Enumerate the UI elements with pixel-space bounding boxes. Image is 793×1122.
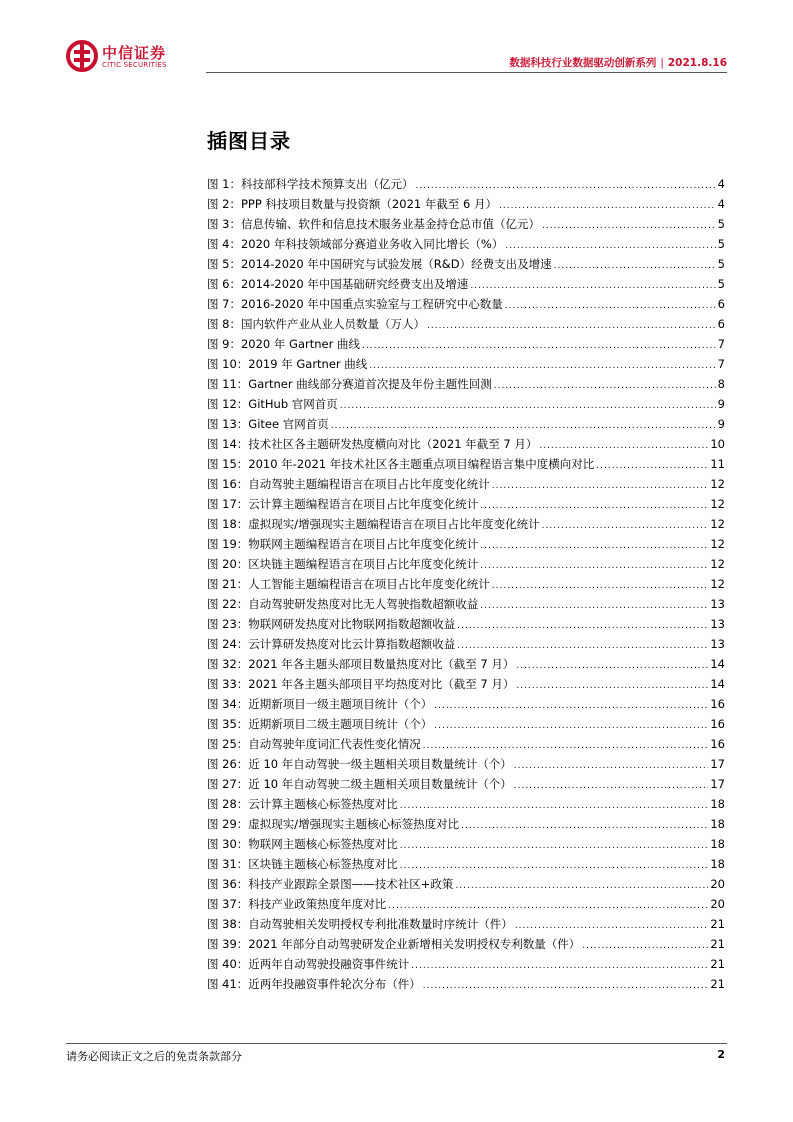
toc-entry[interactable]: [207, 416, 725, 436]
toc-dot-leader: [499, 201, 716, 211]
toc-dot-leader: [415, 181, 715, 191]
toc-dot-leader: [542, 521, 709, 531]
toc-dot-leader: [542, 221, 716, 231]
toc-entry-label: 图 39：2021 年部分自动驾驶研发企业新增相关发明授权专利数量（件）: [207, 937, 581, 951]
toc-entry[interactable]: [207, 876, 725, 896]
toc-dot-leader: [457, 621, 708, 631]
toc-entry-label: 图 30：物联网主题核心标签热度对比: [207, 837, 398, 851]
toc-entry[interactable]: [207, 756, 725, 776]
toc-entry[interactable]: [207, 736, 725, 756]
toc-dot-leader: [480, 601, 708, 611]
toc-entry-label: 图 25：自动驾驶年度词汇代表性变化情况: [207, 737, 421, 751]
toc-entry[interactable]: [207, 276, 725, 296]
toc-entry[interactable]: [207, 696, 725, 716]
toc-entry-label: 图 27：近 10 年自动驾驶二级主题相关项目数量统计（个）: [207, 777, 512, 791]
toc-dot-leader: [514, 781, 709, 791]
toc-entry-page: 12: [710, 517, 725, 531]
toc-entry-label: 图 37：科技产业政策热度年度对比: [207, 897, 387, 911]
toc-dot-leader: [516, 661, 708, 671]
toc-entry-page: 12: [710, 577, 725, 591]
logo-english-name: CITIC SECURITIES: [102, 61, 167, 69]
toc-entry[interactable]: [207, 176, 725, 196]
toc-entry-page: 12: [710, 477, 725, 491]
toc-entry-page: 8: [717, 377, 725, 391]
toc-entry-label: 图 36：科技产业跟踪全景图——技术社区+政策: [207, 877, 454, 891]
toc-entry[interactable]: [207, 336, 725, 356]
toc-dot-leader: [362, 341, 716, 351]
toc-entry[interactable]: [207, 656, 725, 676]
toc-entry[interactable]: [207, 676, 725, 696]
toc-entry[interactable]: [207, 456, 725, 476]
toc-entry-page: 12: [710, 537, 725, 551]
toc-entry-page: 5: [717, 277, 725, 291]
toc-entry-page: 16: [710, 697, 725, 711]
citic-logo: [66, 40, 176, 74]
toc-entry-page: 17: [710, 757, 725, 771]
toc-entry-page: 5: [717, 217, 725, 231]
toc-entry[interactable]: [207, 956, 725, 976]
toc-entry[interactable]: [207, 896, 725, 916]
toc-entry[interactable]: [207, 256, 725, 276]
toc-entry-page: 12: [710, 497, 725, 511]
toc-entry[interactable]: [207, 816, 725, 836]
toc-entry-page: 7: [717, 337, 725, 351]
toc-entry-label: 图 12：GitHub 官网首页: [207, 397, 338, 411]
toc-dot-leader: [494, 381, 716, 391]
toc-entry[interactable]: [207, 596, 725, 616]
toc-entry[interactable]: [207, 316, 725, 336]
toc-dot-leader: [400, 861, 709, 871]
toc-entry-page: 13: [710, 637, 725, 651]
toc-entry-label: 图 38：自动驾驶相关发明授权专利批准数量时序统计（件）: [207, 917, 513, 931]
toc-entry[interactable]: [207, 196, 725, 216]
toc-entry-label: 图 5：2014-2020 年中国研究与试验发展（R&D）经费支出及增速: [207, 257, 552, 271]
toc-entry[interactable]: [207, 496, 725, 516]
toc-entry-page: 5: [717, 257, 725, 271]
toc-dot-leader: [400, 801, 709, 811]
toc-entry-page: 21: [710, 937, 725, 951]
toc-entry[interactable]: [207, 636, 725, 656]
toc-entry-page: 6: [717, 317, 725, 331]
toc-dot-leader: [505, 241, 715, 251]
toc-dot-leader: [582, 941, 708, 951]
toc-entry-label: 图 17：云计算主题编程语言在项目占比年度变化统计: [207, 497, 479, 511]
toc-dot-leader: [480, 501, 708, 511]
toc-dot-leader: [331, 421, 716, 431]
toc-entry[interactable]: [207, 536, 725, 556]
toc-entry[interactable]: [207, 936, 725, 956]
toc-entry-page: 7: [717, 357, 725, 371]
toc-entry[interactable]: [207, 796, 725, 816]
toc-dot-leader: [400, 841, 709, 851]
toc-entry-label: 图 20：区块链主题编程语言在项目占比年度变化统计: [207, 557, 479, 571]
toc-entry-label: 图 41：近两年投融资事件轮次分布（件）: [207, 977, 421, 991]
toc-entry-label: 图 8：国内软件产业从业人员数量（万人）: [207, 317, 425, 331]
toc-entry-page: 16: [710, 717, 725, 731]
toc-entry-page: 9: [717, 397, 725, 411]
figure-toc-list: [207, 176, 725, 996]
toc-dot-leader: [480, 561, 708, 571]
toc-dot-leader: [434, 701, 708, 711]
toc-dot-leader: [492, 481, 709, 491]
toc-entry-label: 图 22：自动驾驶研发热度对比无人驾驶指数超额收益: [207, 597, 479, 611]
toc-entry-page: 18: [710, 817, 725, 831]
report-header: [509, 55, 727, 70]
toc-dot-leader: [457, 641, 708, 651]
toc-entry[interactable]: [207, 436, 725, 456]
toc-entry[interactable]: [207, 716, 725, 736]
toc-entry-page: 21: [710, 917, 725, 931]
toc-entry[interactable]: [207, 236, 725, 256]
toc-dot-leader: [427, 321, 716, 331]
toc-entry-label: 图 4：2020 年科技领域部分赛道业务收入同比增长（%）: [207, 237, 504, 251]
toc-entry[interactable]: [207, 916, 725, 936]
toc-entry-label: 图 24：云计算研发热度对比云计算指数超额收益: [207, 637, 456, 651]
toc-dot-leader: [455, 881, 708, 891]
toc-entry-label: 图 1：科技部科学技术预算支出（亿元）: [207, 177, 414, 191]
toc-dot-leader: [388, 901, 708, 911]
toc-entry[interactable]: [207, 776, 725, 796]
footer-divider: [66, 1043, 727, 1044]
toc-dot-leader: [423, 981, 709, 991]
toc-entry-label: 图 28：云计算主题核心标签热度对比: [207, 797, 398, 811]
toc-entry-label: 图 3：信息传输、软件和信息技术服务业基金持仓总市值（亿元）: [207, 217, 540, 231]
toc-dot-leader: [480, 541, 708, 551]
toc-entry-page: 4: [717, 197, 725, 211]
toc-entry-label: 图 31：区块链主题核心标签热度对比: [207, 857, 398, 871]
toc-entry-label: 图 29：虚拟现实/增强现实主题核心标签热度对比: [207, 817, 460, 831]
toc-dot-leader: [554, 261, 716, 271]
toc-dot-leader: [514, 761, 709, 771]
toc-dot-leader: [369, 361, 715, 371]
toc-entry-label: 图 6：2014-2020 年中国基础研究经费支出及增速: [207, 277, 469, 291]
toc-entry-label: 图 15：2010 年-2021 年技术社区各主题重点项目编程语言集中度横向对比: [207, 457, 595, 471]
toc-entry-page: 21: [710, 977, 725, 991]
toc-entry-page: 20: [710, 897, 725, 911]
toc-entry-label: 图 40：近两年自动驾驶投融资事件统计: [207, 957, 410, 971]
toc-dot-leader: [434, 721, 708, 731]
toc-entry-page: 13: [710, 597, 725, 611]
toc-entry[interactable]: [207, 976, 725, 996]
toc-entry-label: 图 32：2021 年各主题头部项目数量热度对比（截至 7 月）: [207, 657, 515, 671]
toc-entry[interactable]: [207, 376, 725, 396]
toc-entry-label: 图 7：2016-2020 年中国重点实验室与工程研究中心数量: [207, 297, 503, 311]
toc-entry-label: 图 23：物联网研发热度对比物联网指数超额收益: [207, 617, 456, 631]
toc-entry-label: 图 34：近期新项目一级主题项目统计（个）: [207, 697, 433, 711]
toc-entry[interactable]: [207, 396, 725, 416]
toc-dot-leader: [423, 741, 709, 751]
citic-logo-icon: [66, 40, 98, 72]
toc-dot-leader: [516, 681, 708, 691]
toc-entry-label: 图 9：2020 年 Gartner 曲线: [207, 337, 360, 351]
toc-dot-leader: [515, 921, 709, 931]
toc-entry[interactable]: [207, 556, 725, 576]
toc-dot-leader: [505, 301, 716, 311]
report-series: 数据科技行业数据驱动创新系列: [509, 57, 657, 69]
toc-entry-page: 9: [717, 417, 725, 431]
toc-dot-leader: [411, 961, 708, 971]
page-title: 插图目录: [207, 129, 291, 153]
header-divider: [206, 72, 727, 73]
toc-entry-page: 16: [710, 737, 725, 751]
toc-entry-page: 18: [710, 857, 725, 871]
toc-entry-label: 图 33：2021 年各主题头部项目平均热度对比（截至 7 月）: [207, 677, 515, 691]
toc-dot-leader: [596, 461, 708, 471]
toc-entry[interactable]: [207, 356, 725, 376]
toc-entry-page: 14: [710, 657, 725, 671]
toc-entry[interactable]: [207, 576, 725, 596]
toc-entry-label: 图 10：2019 年 Gartner 曲线: [207, 357, 368, 371]
toc-entry-label: 图 16：自动驾驶主题编程语言在项目占比年度变化统计: [207, 477, 490, 491]
toc-entry-label: 图 13：Gitee 官网首页: [207, 417, 329, 431]
toc-entry-page: 10: [710, 437, 725, 451]
toc-dot-leader: [539, 441, 708, 451]
toc-entry-label: 图 14：技术社区各主题研发热度横向对比（2021 年截至 7 月）: [207, 437, 538, 451]
toc-entry-label: 图 11：Gartner 曲线部分赛道首次提及年份主题性回测: [207, 377, 492, 391]
header-separator: |: [660, 57, 664, 69]
toc-entry[interactable]: [207, 216, 725, 236]
logo-chinese-name: 中信证券: [102, 44, 167, 62]
toc-dot-leader: [492, 581, 709, 591]
toc-entry-page: 13: [710, 617, 725, 631]
toc-entry-label: 图 26：近 10 年自动驾驶一级主题相关项目数量统计（个）: [207, 757, 512, 771]
toc-entry[interactable]: [207, 856, 725, 876]
toc-entry[interactable]: [207, 616, 725, 636]
report-date: 2021.8.16: [667, 57, 727, 69]
toc-entry-label: 图 18：虚拟现实/增强现实主题编程语言在项目占比年度变化统计: [207, 517, 540, 531]
toc-entry-page: 20: [710, 877, 725, 891]
toc-dot-leader: [340, 401, 716, 411]
toc-entry-page: 21: [710, 957, 725, 971]
toc-entry-page: 12: [710, 557, 725, 571]
toc-entry[interactable]: [207, 476, 725, 496]
toc-dot-leader: [461, 821, 708, 831]
page-number: 2: [717, 1048, 725, 1061]
footer-disclaimer: 请务必阅读正文之后的免责条款部分: [66, 1050, 242, 1063]
toc-entry-page: 14: [710, 677, 725, 691]
toc-entry[interactable]: [207, 516, 725, 536]
toc-entry-label: 图 35：近期新项目二级主题项目统计（个）: [207, 717, 433, 731]
toc-entry[interactable]: [207, 296, 725, 316]
toc-entry-page: 11: [710, 457, 725, 471]
toc-entry-page: 4: [717, 177, 725, 191]
toc-entry-page: 5: [717, 237, 725, 251]
toc-dot-leader: [470, 281, 715, 291]
toc-entry-label: 图 19：物联网主题编程语言在项目占比年度变化统计: [207, 537, 479, 551]
toc-entry-label: 图 21：人工智能主题编程语言在项目占比年度变化统计: [207, 577, 490, 591]
toc-entry-page: 6: [717, 297, 725, 311]
toc-entry-page: 18: [710, 837, 725, 851]
toc-entry-page: 17: [710, 777, 725, 791]
toc-entry-label: 图 2：PPP 科技项目数量与投资额（2021 年截至 6 月）: [207, 197, 497, 211]
toc-entry[interactable]: [207, 836, 725, 856]
toc-entry-page: 18: [710, 797, 725, 811]
